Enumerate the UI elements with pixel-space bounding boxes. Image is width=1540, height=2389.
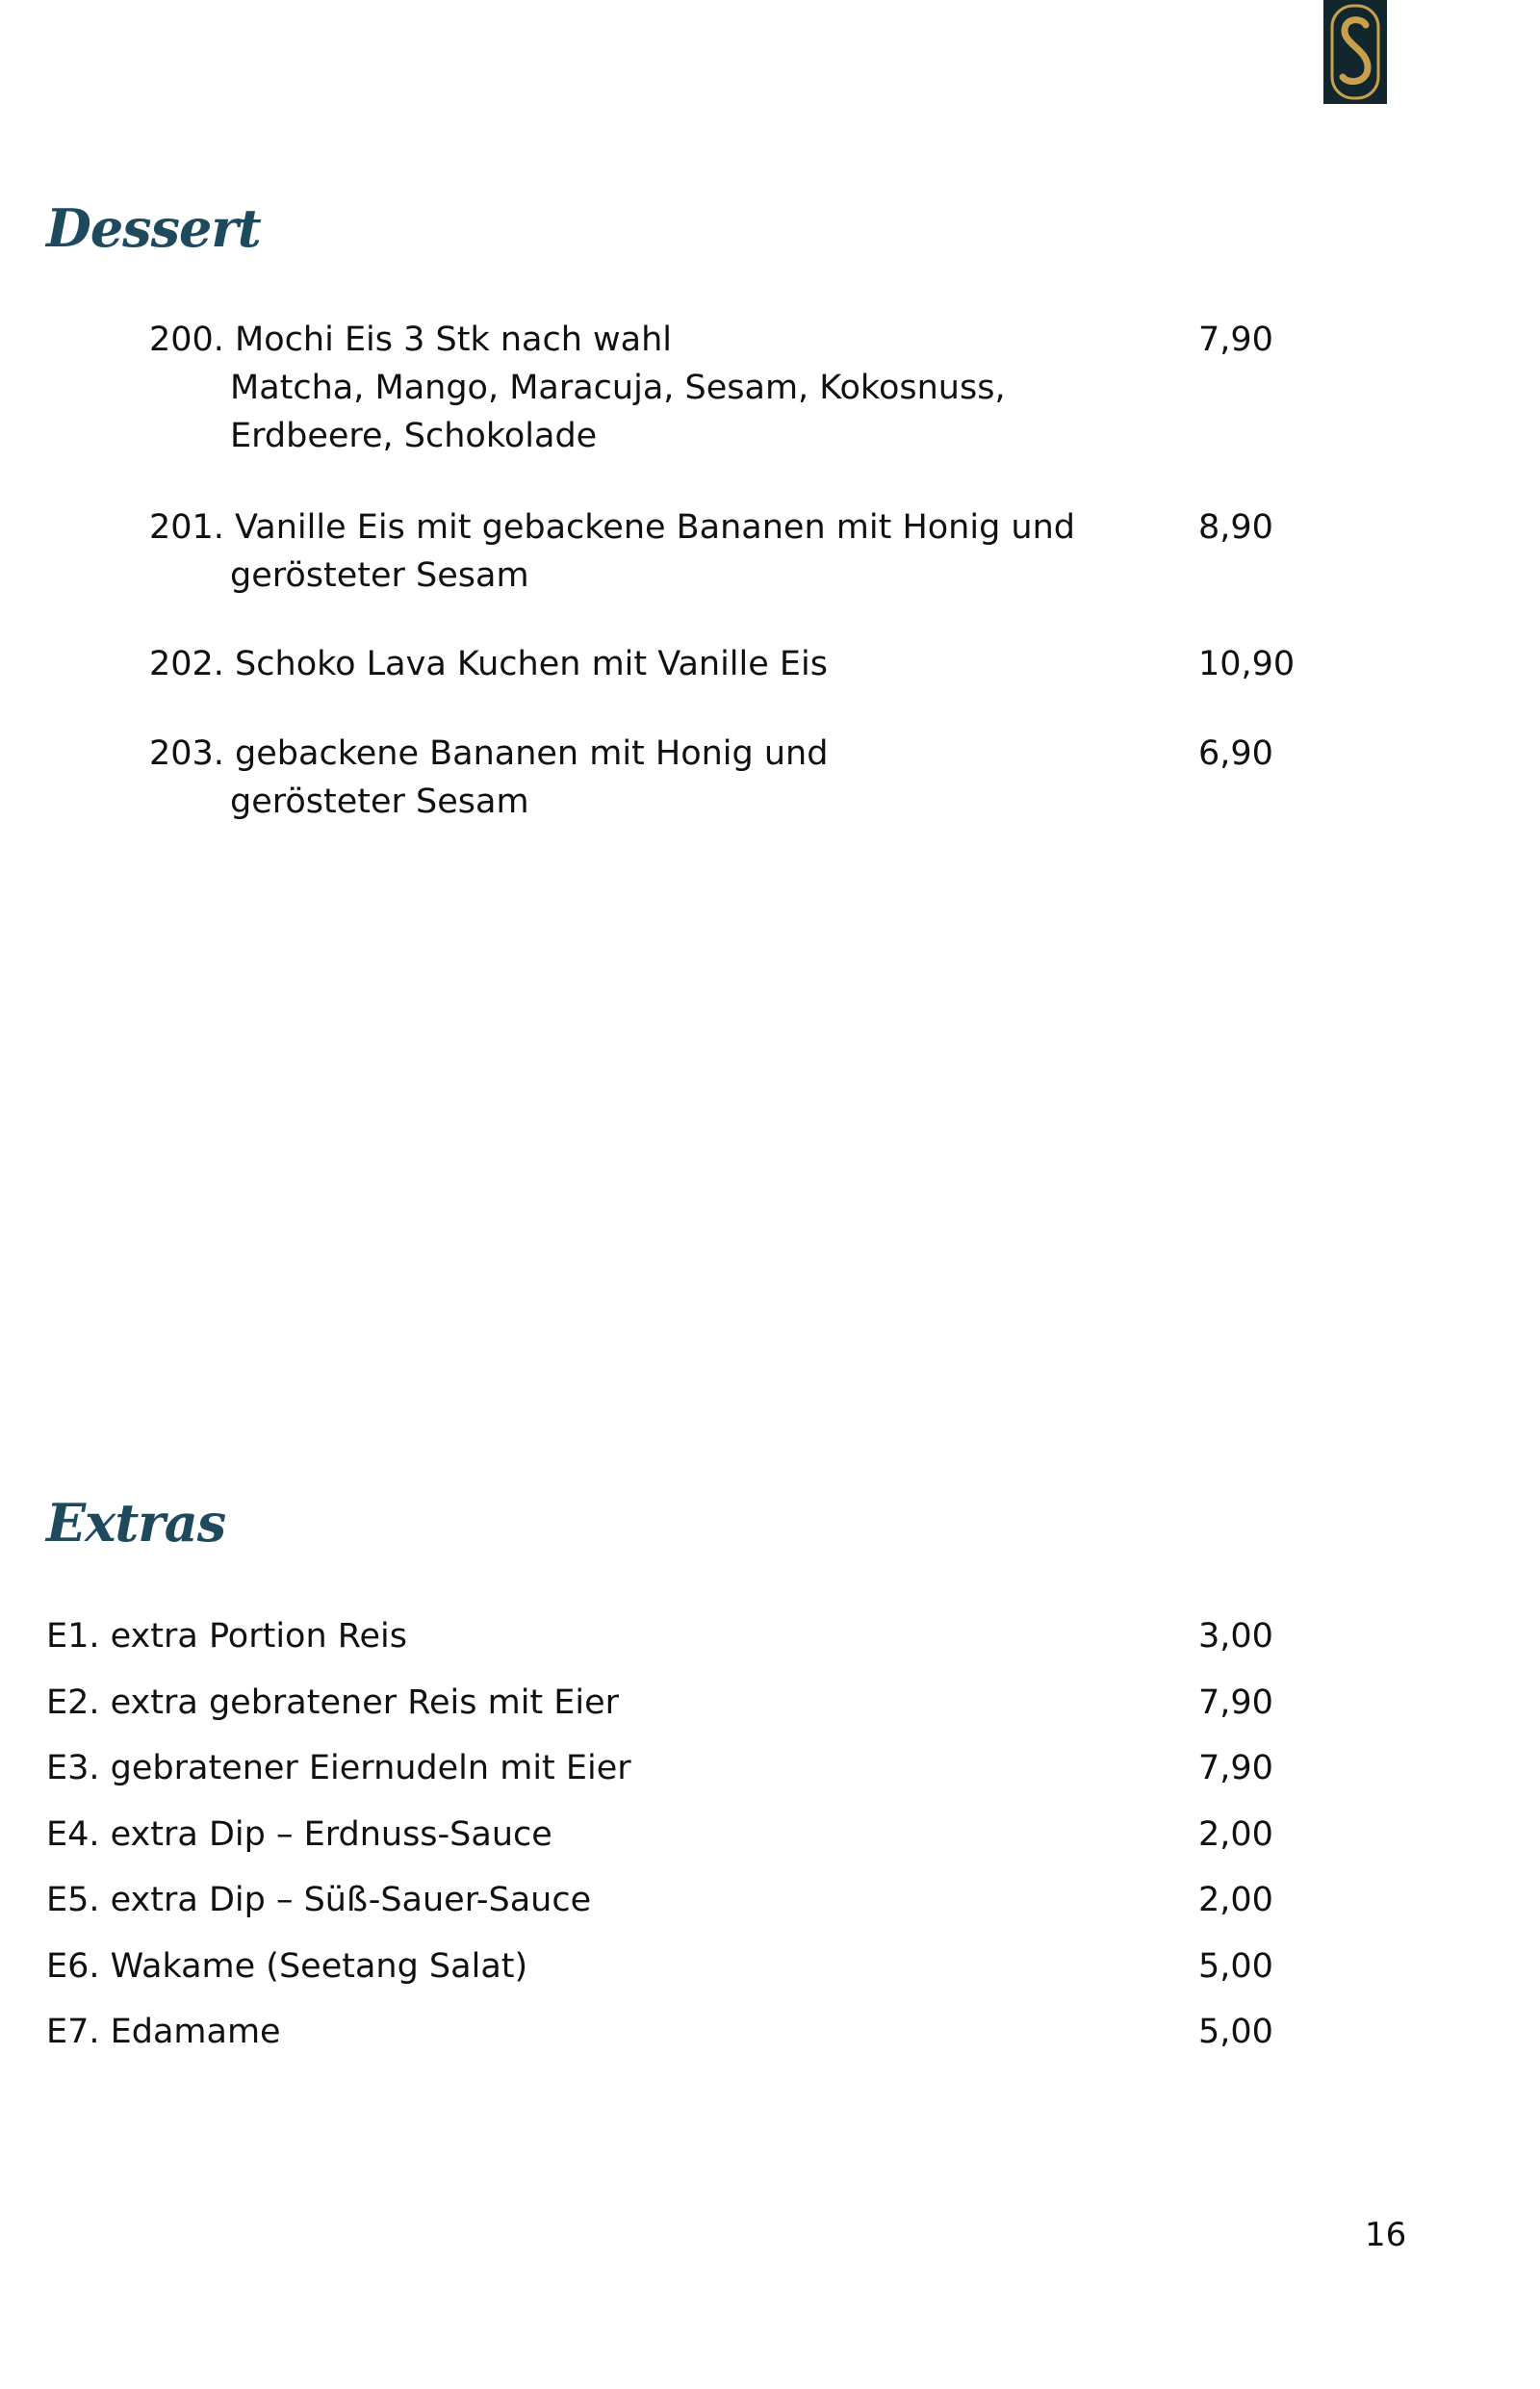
extra-item-price: 2,00 [1198,1881,1273,1919]
extra-item-price: 7,90 [1198,1749,1273,1787]
extra-item-e4: E4. extra Dip – Erdnuss-Sauce [46,1815,552,1854]
menu-item-description: gerösteter Sesam [230,783,529,821]
menu-item-label: 203. gebackene Bananen mit Honig und [149,734,829,773]
extra-item-price: 7,90 [1198,1683,1273,1722]
section-title-dessert: Dessert [46,197,261,259]
extra-item-e6: E6. Wakame (Seetang Salat) [46,1947,528,1986]
page-number: 16 [1365,2216,1407,2254]
restaurant-logo [1323,0,1387,104]
extra-item-price: 2,00 [1198,1815,1273,1854]
menu-item-200 [149,316,1006,460]
menu-item-label: 200. Mochi Eis 3 Stk nach wahl [149,321,673,359]
menu-item-label: 202. Schoko Lava Kuchen mit Vanille Eis [149,645,828,683]
menu-item-price: 6,90 [1198,734,1273,773]
extra-item-e7: E7. Edamame [46,2013,281,2051]
menu-item-price: 8,90 [1198,508,1273,547]
menu-item-price: 7,90 [1198,321,1273,359]
section-title-extras: Extras [46,1492,226,1554]
extra-item-price: 3,00 [1198,1617,1273,1656]
menu-item-description: gerösteter Sesam [230,556,529,595]
menu-item-description: Matcha, Mango, Maracuja, Sesam, Kokosnuss, [230,369,1006,407]
extra-item-price: 5,00 [1198,2013,1273,2051]
extra-item-e1: E1. extra Portion Reis [46,1617,408,1656]
extra-item-e5: E5. extra Dip – Süß-Sauer-Sauce [46,1881,592,1919]
extra-item-e3: E3. gebratener Eiernudeln mit Eier [46,1749,631,1787]
menu-item-description: Erdbeere, Schokolade [230,417,598,455]
menu-item-label: 201. Vanille Eis mit gebackene Bananen mit Honig und [149,508,1076,547]
menu-item-203 [149,730,828,826]
menu-item-201 [149,503,1075,600]
menu-item-202 [149,640,828,688]
extra-item-price: 5,00 [1198,1947,1273,1986]
menu-item-price: 10,90 [1198,645,1296,683]
extra-item-e2: E2. extra gebratener Reis mit Eier [46,1683,620,1722]
